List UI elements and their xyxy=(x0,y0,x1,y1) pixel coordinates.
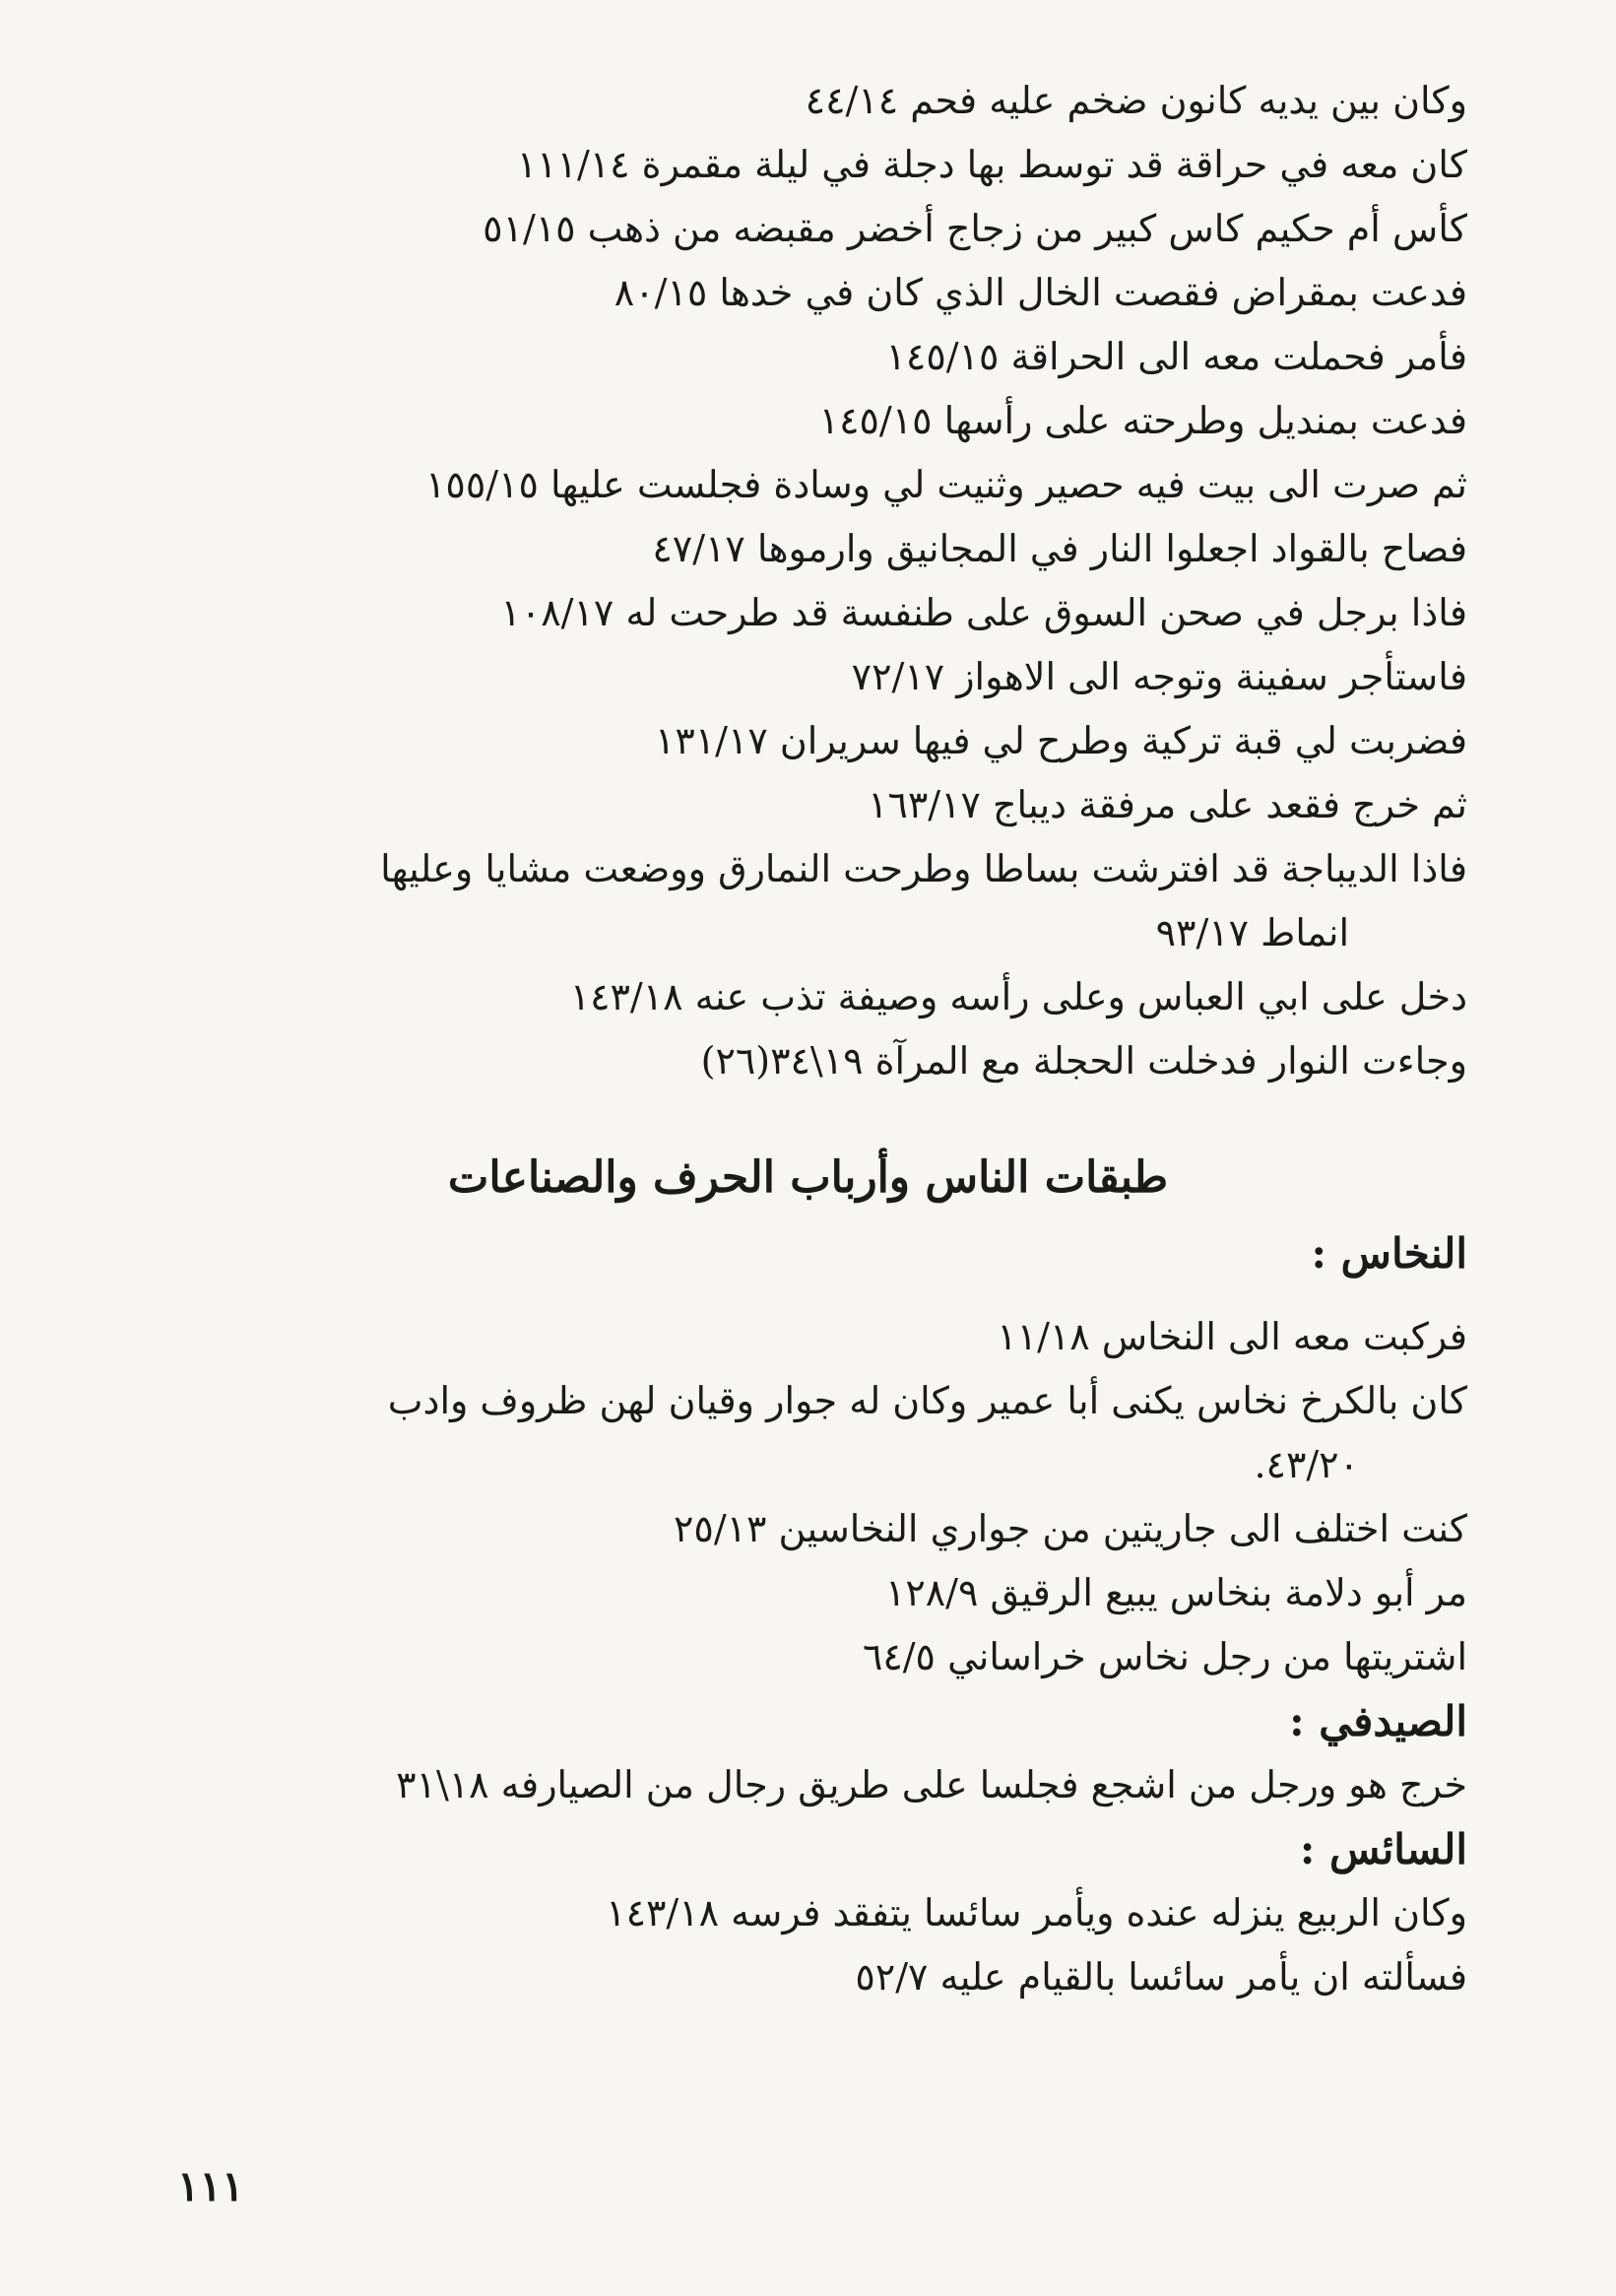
citation-line: فصاح بالقواد اجعلوا النار في المجانيق وارموها ٤٧/١٧ xyxy=(652,527,1467,570)
heading-sayrafi: الصيدفي : xyxy=(1289,1697,1467,1745)
citation-line: كان معه في حراقة قد توسط بها دجلة في ليلة مقمرة ١١١/١٤ xyxy=(516,143,1467,186)
citation-line: دخل على ابي العباس وعلى رأسه وصيفة تذب عنه ١٤٣/١٨ xyxy=(569,975,1467,1018)
citation-line: فركبت معه الى النخاس ١١/١٨ xyxy=(997,1315,1467,1358)
citation-line: انماط ٩٣/١٧ xyxy=(1155,911,1349,954)
citation-line: فدعت بمنديل وطرحته على رأسها ١٤٥/١٥ xyxy=(818,399,1467,442)
citation-list-top xyxy=(177,69,1467,1093)
citation-line: فأمر فحملت معه الى الحراقة ١٤٥/١٥ xyxy=(885,335,1467,378)
heading-sais: السائس : xyxy=(1299,1825,1467,1873)
citation-line: ثم صرت الى بيت فيه حصير وثنيت لي وسادة فجلست عليها ١٥٥/١٥ xyxy=(425,463,1467,506)
citation-line: وكان بين يديه كانون ضخم عليه فحم ٤٤/١٤ xyxy=(805,79,1467,122)
citation-line: ثم خرج فقعد على مرفقة ديباج ١٦٣/١٧ xyxy=(868,783,1467,826)
citation-line: اشتريتها من رجل نخاس خراساني ٦٤/٥ xyxy=(862,1635,1467,1678)
citation-line: كأس أم حكيم كاس كبير من زجاج أخضر مقبضه من ذهب ٥١/١٥ xyxy=(483,207,1467,250)
citation-line: مر أبو دلامة بنخاس يبيع الرقيق ١٢٨/٩ xyxy=(884,1571,1467,1614)
citation-line: خرج هو ورجل من اشجع فجلسا على طريق رجال من الصيارفه ١٨\٣١ xyxy=(396,1763,1467,1806)
section-title: طبقات الناس وأرباب الحرف والصناعات xyxy=(447,1152,1169,1203)
citation-line: فسألته ان يأمر سائسا بالقيام عليه ٥٢/٧ xyxy=(855,1955,1467,1999)
citation-line: فضربت لي قبة تركية وطرح لي فيها سريران ١٣١/١٧ xyxy=(654,719,1467,762)
crafts-list xyxy=(177,1221,1467,2009)
citation-line: كنت اختلف الى جاريتين من جواري النخاسين ٢٥/١٣ xyxy=(674,1507,1467,1550)
citation-line: فاذا برجل في صحن السوق على طنفسة قد طرحت له ١٠٨/١٧ xyxy=(500,591,1467,634)
page-number: ١١١ xyxy=(177,2162,244,2210)
heading-nakhkhas: النخاس : xyxy=(1311,1229,1467,1278)
citation-line: وكان الربيع ينزله عنده ويأمر سائسا يتفقد فرسه ١٤٣/١٨ xyxy=(606,1891,1467,1935)
citation-line: فدعت بمقراض فقصت الخال الذي كان في خدها ٨٠/١٥ xyxy=(614,271,1467,314)
citation-line: فاذا الديباجة قد افترشت بساطا وطرحت النمارق ووضعت مشايا وعليها xyxy=(380,847,1467,890)
citation-line: ٤٣/٢٠. xyxy=(1254,1443,1359,1486)
citation-line: كان بالكرخ نخاس يكنى أبا عمير وكان له جوار وقيان لهن ظروف وادب xyxy=(387,1379,1467,1422)
citation-line: فاستأجر سفينة وتوجه الى الاهواز ٧٢/١٧ xyxy=(851,655,1467,698)
citation-line: وجاءت النوار فدخلت الحجلة مع المرآة ١٩\٣٤(٢٦) xyxy=(700,1039,1467,1082)
spacer xyxy=(177,1285,1467,1305)
